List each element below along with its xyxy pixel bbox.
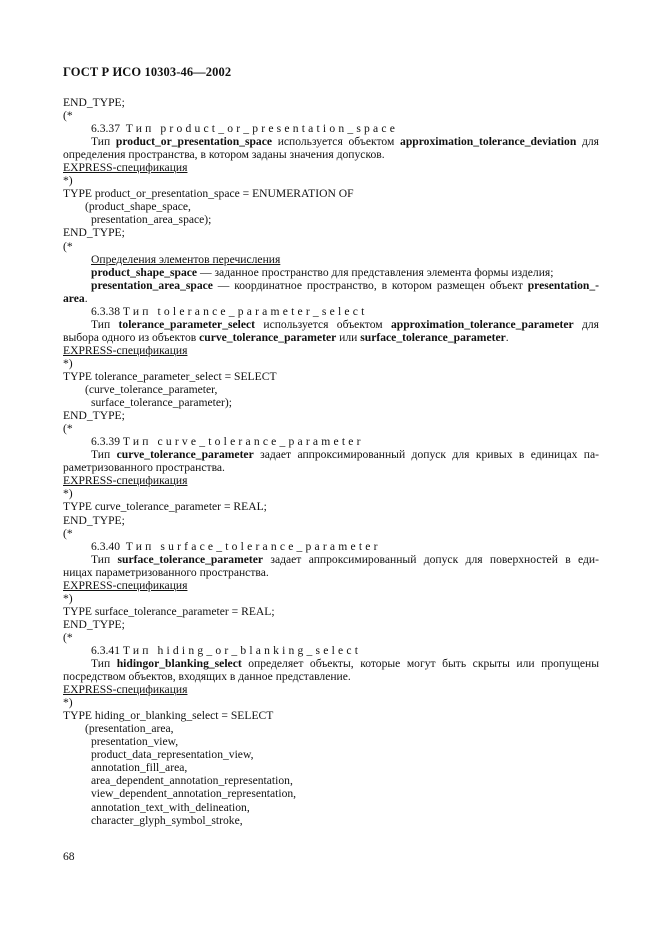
definition-line: area. — [63, 291, 88, 305]
code-line: (curve_tolerance_parameter, — [85, 383, 218, 397]
page-header: ГОСТ Р ИСО 10303-46—2002 — [63, 65, 232, 79]
paragraph-line: выбора одного из объектов curve_tolerance_parameter или surface_tolerance_parameter. — [63, 330, 509, 344]
code-line: *) — [63, 356, 73, 370]
code-line: (* — [63, 422, 73, 436]
section-heading-6-3-39: 6.3.39 Тип curve_tolerance_parameter — [91, 435, 364, 449]
code-line: *) — [63, 591, 73, 605]
paragraph-line: Тип product_or_presentation_space используется объектом approximation_tolerance_deviation для — [91, 135, 599, 149]
express-spec-label: EXPRESS-спецификация — [63, 683, 188, 697]
express-spec-label: EXPRESS-спецификация — [63, 474, 188, 488]
code-line: END_TYPE; — [63, 409, 125, 423]
code-line: END_TYPE; — [63, 617, 125, 631]
code-line: (presentation_area, — [85, 722, 174, 736]
code-line: annotation_fill_area, — [91, 761, 188, 775]
paragraph-line: определения пространства, в котором заданы значения допусков. — [63, 148, 385, 162]
code-line: annotation_text_with_delineation, — [91, 800, 250, 814]
code-line: *) — [63, 696, 73, 710]
express-spec-label: EXPRESS-спецификация — [63, 343, 188, 357]
code-line: TYPE curve_tolerance_parameter = REAL; — [63, 500, 267, 514]
page-number: 68 — [63, 850, 75, 863]
code-line: END_TYPE; — [63, 226, 125, 240]
section-heading-6-3-37: 6.3.37 Тип product_or_presentation_space — [91, 122, 399, 136]
section-heading-6-3-38: 6.3.38 Тип tolerance_parameter_select — [91, 304, 368, 318]
code-line: product_data_representation_view, — [91, 748, 254, 762]
code-line: view_dependent_annotation_representation, — [91, 787, 297, 801]
paragraph-line: Тип hidingor_blanking_select определяет объекты, которые могут быть скрыты или пропущены — [91, 657, 599, 671]
code-line: TYPE hiding_or_blanking_select = SELECT — [63, 709, 274, 723]
code-line: character_glyph_symbol_stroke, — [91, 813, 243, 827]
paragraph-line: Тип tolerance_parameter_select используется объектом approximation_tolerance_parameter для — [91, 317, 599, 331]
section-heading-6-3-41: 6.3.41 Тип hiding_or_blanking_select — [91, 643, 362, 657]
code-line: *) — [63, 174, 73, 188]
code-line: (* — [63, 630, 73, 644]
code-line: END_TYPE; — [63, 513, 125, 527]
code-line: area_dependent_annotation_representation, — [91, 774, 293, 788]
code-line: surface_tolerance_parameter); — [91, 396, 232, 410]
express-spec-label: EXPRESS-спецификация — [63, 578, 188, 592]
express-spec-label: EXPRESS-спецификация — [63, 161, 188, 175]
definition-line: product_shape_space — заданное пространство для представления элемента формы изделия; — [91, 265, 554, 279]
section-heading-6-3-40: 6.3.40 Тип surface_tolerance_parameter — [91, 539, 381, 553]
code-line: presentation_view, — [91, 735, 179, 749]
code-line: *) — [63, 487, 73, 501]
code-line: END_TYPE; — [63, 96, 125, 109]
paragraph-line: раметризованного пространства. — [63, 461, 225, 475]
code-line: presentation_area_space); — [91, 213, 212, 227]
code-line: TYPE product_or_presentation_space = ENUMERATION OF — [63, 187, 354, 201]
paragraph-line: Тип surface_tolerance_parameter задает аппроксимированный допуск для поверхностей в еди- — [91, 552, 599, 566]
code-line: (product_shape_space, — [85, 200, 191, 214]
code-line: TYPE tolerance_parameter_select = SELECT — [63, 369, 277, 383]
paragraph-line: Тип curve_tolerance_parameter задает аппроксимированный допуск для кривых в единицах па- — [91, 448, 599, 462]
definition-line: presentation_area_space — координатное пространство, в котором размещен объект presentation_- — [91, 278, 599, 292]
document-body — [63, 96, 599, 827]
code-line: (* — [63, 526, 73, 540]
code-line: (* — [63, 239, 73, 253]
paragraph-line: посредством объектов, входящих в данное представление. — [63, 670, 351, 684]
code-line: TYPE surface_tolerance_parameter = REAL; — [63, 604, 275, 618]
code-line: (* — [63, 109, 73, 123]
paragraph-line: ницах параметризованного пространства. — [63, 565, 269, 579]
enumeration-definitions-heading: Определения элементов перечисления — [91, 252, 281, 266]
